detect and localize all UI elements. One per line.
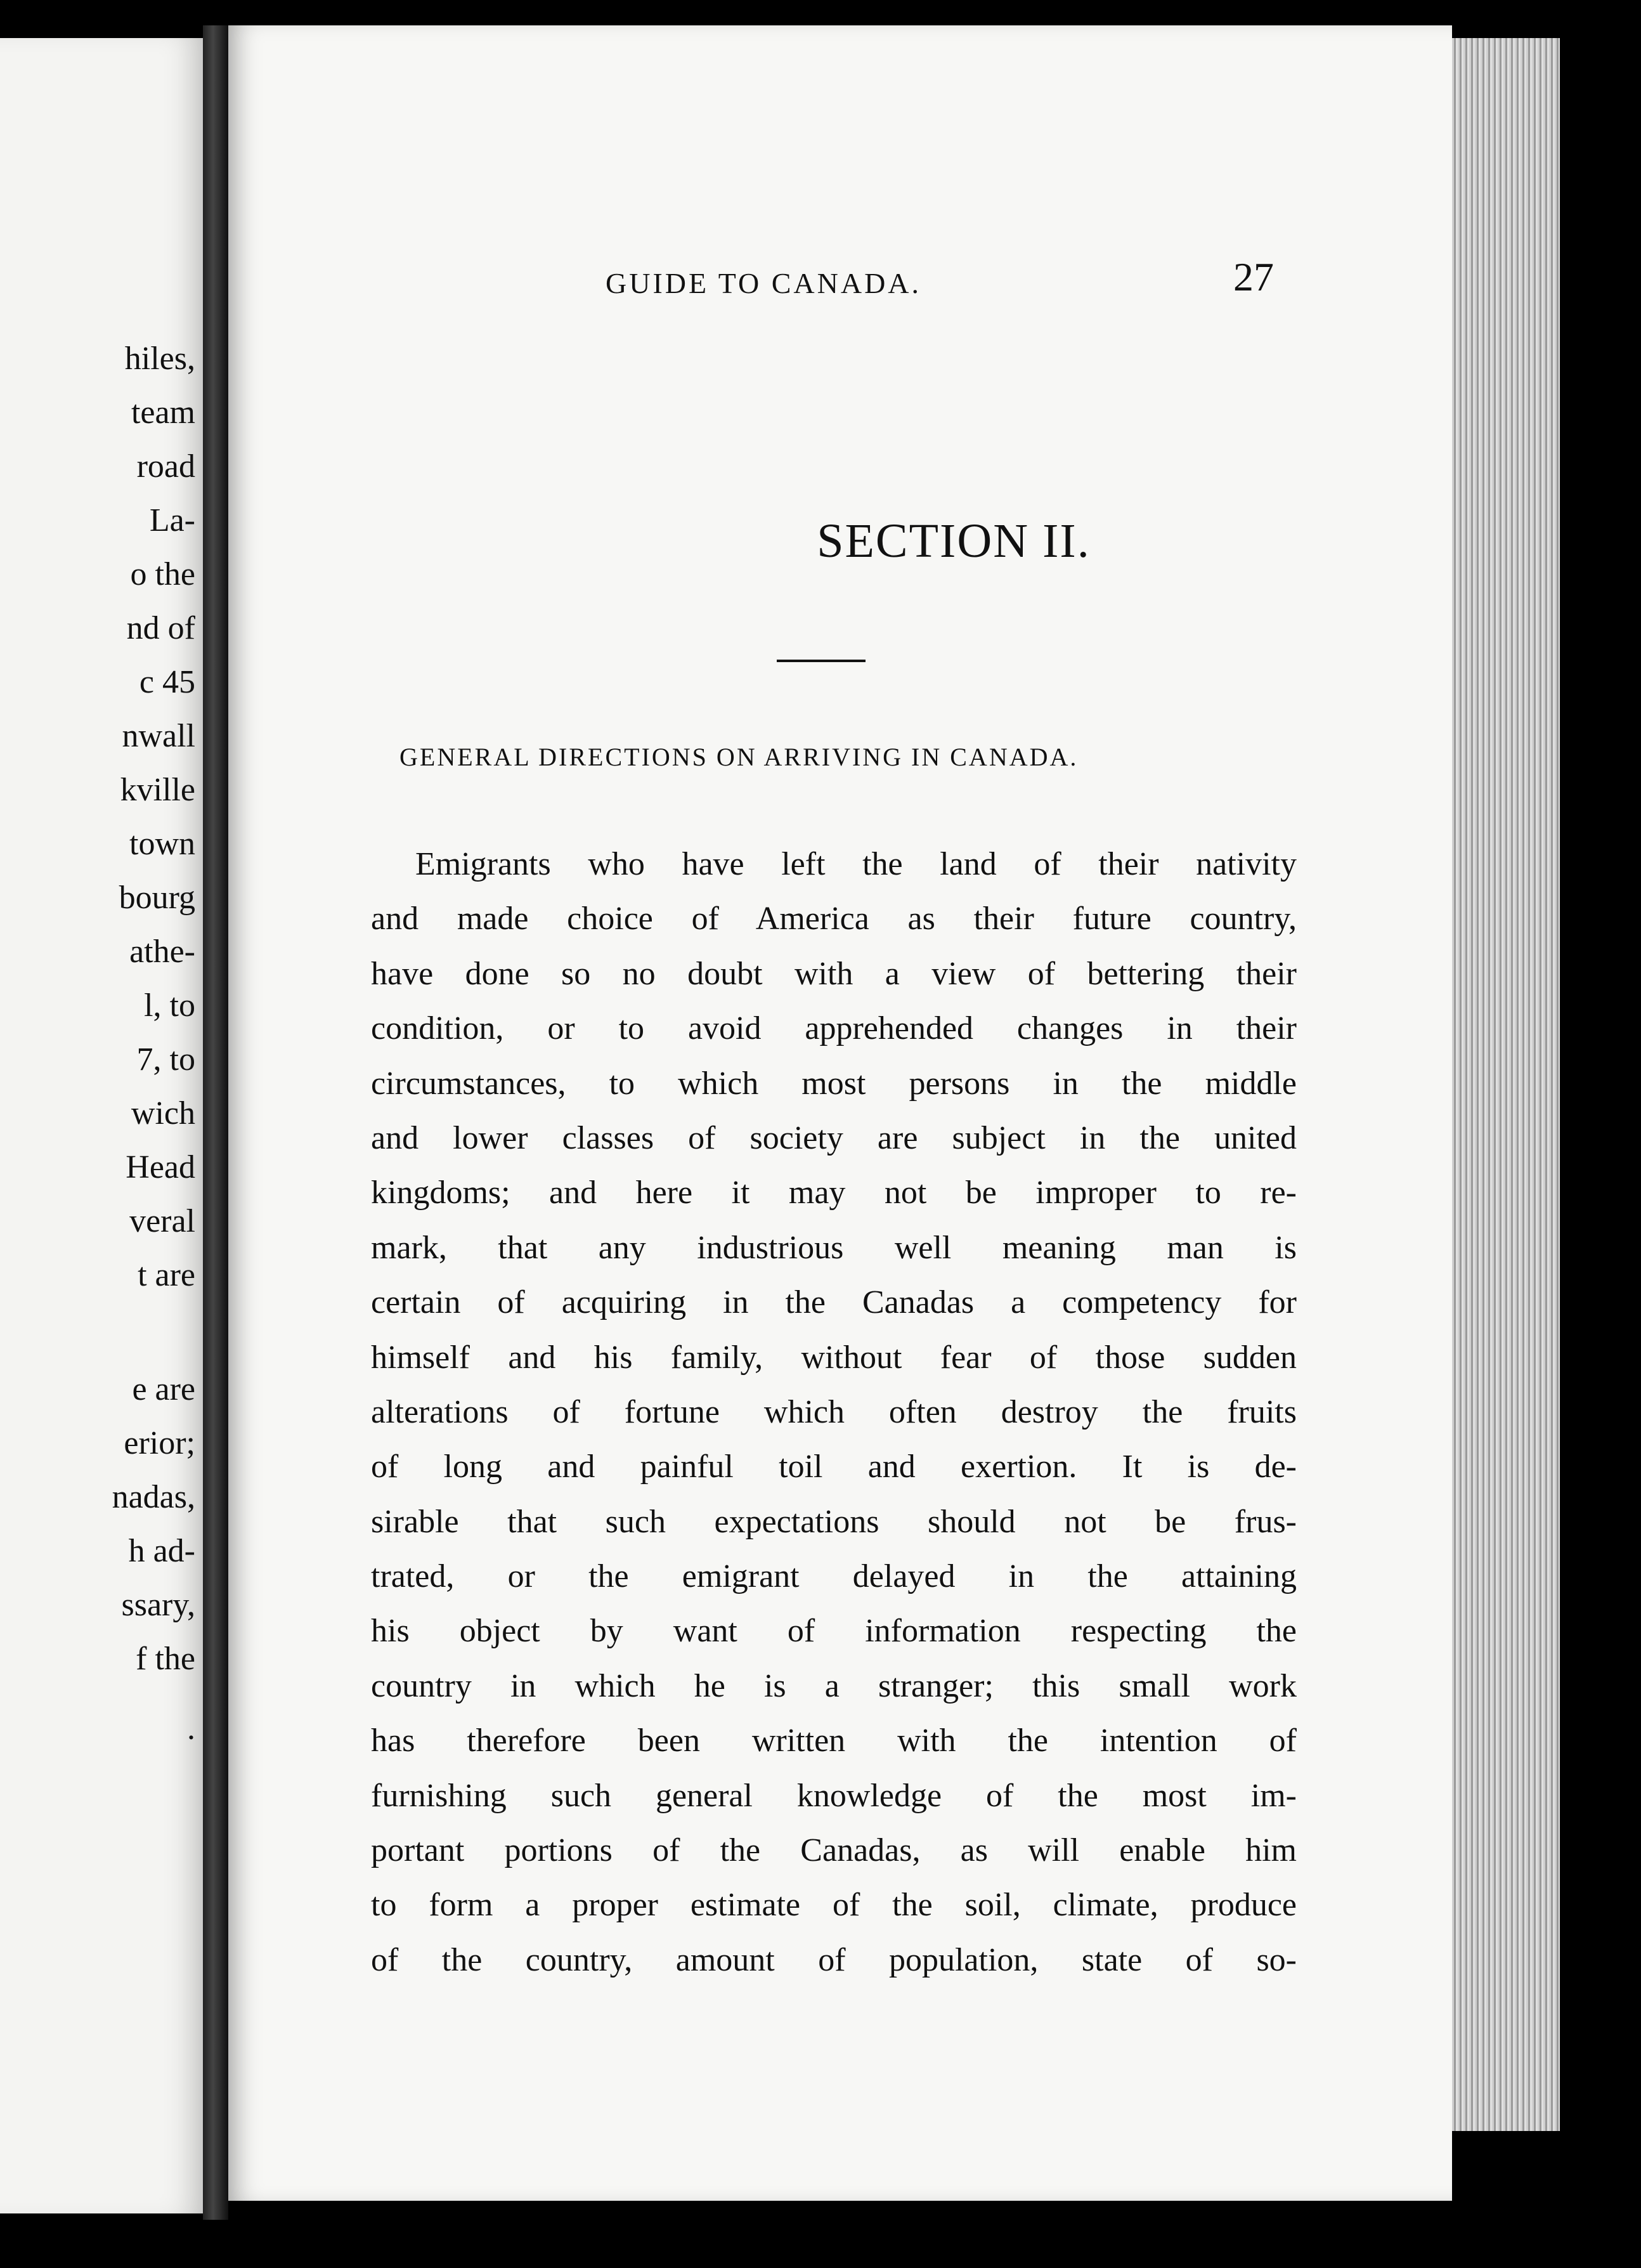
facing-page-fragment: l, to <box>144 987 195 1024</box>
facing-page-fragment: team <box>131 394 195 431</box>
body-line: of the country, amount of population, state of so- <box>371 1941 1297 1978</box>
facing-page-fragment: town <box>129 826 195 862</box>
body-line: condition, or to avoid apprehended changes in their <box>371 1010 1297 1047</box>
facing-page-fragment: c 45 <box>139 664 195 700</box>
body-line: have done so no doubt with a view of bettering their <box>371 955 1297 992</box>
facing-page-fragment: f the <box>136 1641 195 1677</box>
facing-page-fragment: La- <box>149 502 195 538</box>
body-line: circumstances, to which most persons in the middle <box>371 1065 1297 1102</box>
page-number: 27 <box>1233 254 1274 299</box>
facing-page-fragment: 7, to <box>136 1041 195 1078</box>
body-line: sirable that such expectations should not be frus- <box>371 1503 1297 1540</box>
body-line: trated, or the emigrant delayed in the attaining <box>371 1558 1297 1595</box>
facing-page <box>0 38 204 2213</box>
body-line: country in which he is a stranger; this small work <box>371 1667 1297 1704</box>
body-line: alterations of fortune which often destroy the fruits <box>371 1393 1297 1430</box>
facing-page-fragment: wich <box>131 1095 195 1131</box>
running-head: GUIDE TO CANADA. <box>606 267 922 299</box>
body-line: Emigrants who have left the land of their nativity <box>415 846 1297 882</box>
body-line: his object by want of information respecting the <box>371 1613 1297 1650</box>
body-line: kingdoms; and here it may not be improper to re- <box>371 1175 1297 1211</box>
page-fore-edge <box>1452 38 1560 2131</box>
body-line: to form a proper estimate of the soil, climate, produce <box>371 1887 1297 1924</box>
body-line: furnishing such general knowledge of the most im- <box>371 1777 1297 1814</box>
facing-page-fragment: hiles, <box>124 341 195 377</box>
facing-page-fragment: t are <box>138 1257 195 1293</box>
facing-page-fragment: nwall <box>122 718 195 754</box>
body-line: and lower classes of society are subject in the united <box>371 1119 1297 1156</box>
section-divider <box>777 660 866 662</box>
section-title: SECTION II. <box>817 514 1091 568</box>
facing-page-fragment: . <box>187 1711 195 1747</box>
book-gutter <box>203 25 228 2220</box>
section-subheading: GENERAL DIRECTIONS ON ARRIVING IN CANADA. <box>399 743 1079 771</box>
body-line: and made choice of America as their future country, <box>371 901 1297 937</box>
facing-page-fragment: o the <box>130 556 195 592</box>
facing-page-fragment: Head <box>126 1149 195 1185</box>
facing-page-fragment: bourg <box>119 880 195 916</box>
facing-page-fragment: road <box>136 448 195 485</box>
body-line: mark, that any industrious well meaning man is <box>371 1229 1297 1266</box>
facing-page-fragment: ssary, <box>121 1587 195 1623</box>
facing-page-fragment: erior; <box>124 1425 195 1461</box>
facing-page-fragment: veral <box>129 1203 195 1239</box>
body-text <box>371 837 1297 1988</box>
facing-page-fragment: kville <box>120 772 195 808</box>
facing-page-fragment: athe- <box>129 934 195 970</box>
facing-page-fragment: nadas, <box>112 1479 195 1515</box>
body-line: portant portions of the Canadas, as will enable him <box>371 1832 1297 1869</box>
body-line: himself and his family, without fear of those sudden <box>371 1339 1297 1376</box>
facing-page-fragment: h ad- <box>128 1533 195 1569</box>
facing-page-fragment: e are <box>132 1371 195 1407</box>
body-line: of long and painful toil and exertion. It is de- <box>371 1449 1297 1485</box>
body-line: has therefore been written with the intention of <box>371 1723 1297 1759</box>
body-line: certain of acquiring in the Canadas a competency for <box>371 1284 1297 1321</box>
facing-page-fragment: nd of <box>126 610 195 646</box>
